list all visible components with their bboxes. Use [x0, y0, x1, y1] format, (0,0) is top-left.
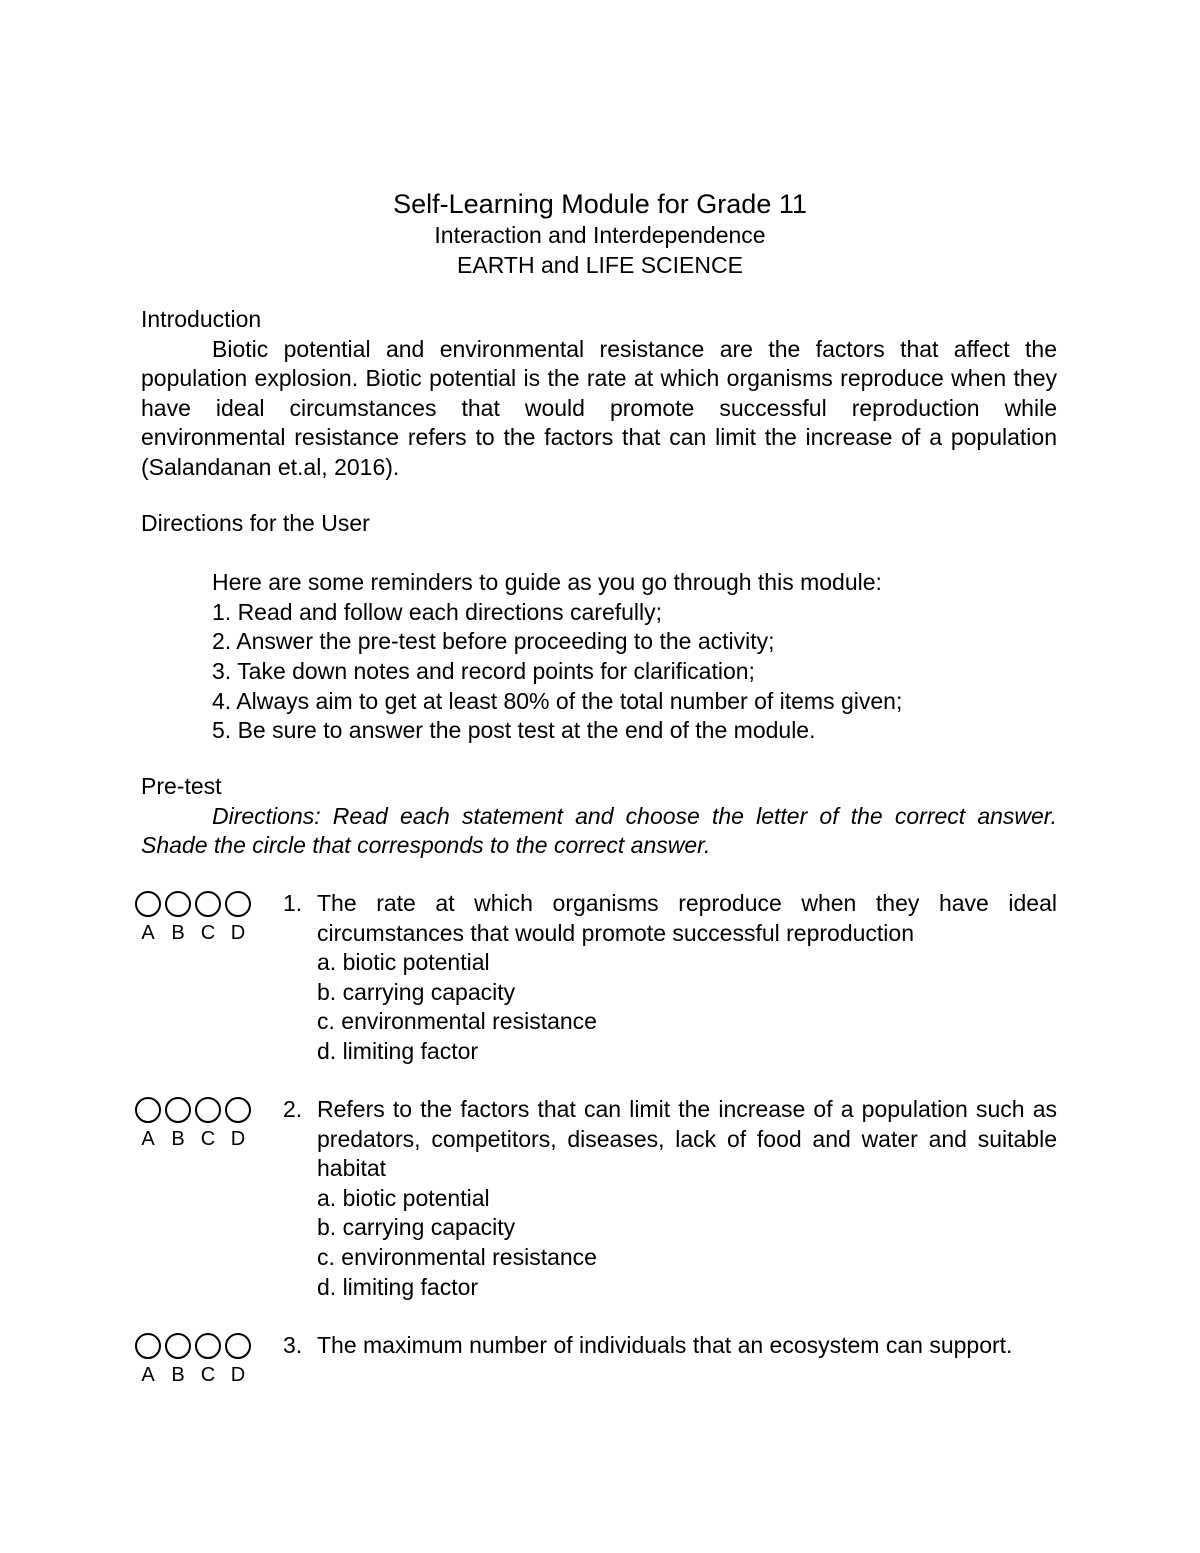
reminders-intro: Here are some reminders to guide as you go through this module: [212, 569, 882, 596]
bubble-letter: B [171, 1128, 185, 1150]
question-stem: The rate at which organisms reproduce when they have ideal circumstances that would promote successful reproduction [317, 890, 1057, 946]
reminder-item: 5. Be sure to answer the post test at the end of the module. [212, 717, 816, 744]
answer-circle-a[interactable] [135, 1333, 161, 1359]
bubble-letter: C [200, 1364, 216, 1386]
question-number: 1. [283, 890, 303, 916]
answer-bubbles [135, 1331, 270, 1389]
question-body [317, 1331, 1057, 1361]
bubble-letter: D [230, 1128, 246, 1150]
reminder-item: 1. Read and follow each directions carefully; [212, 598, 663, 625]
pretest-section [141, 772, 1057, 861]
answer-circle-a[interactable] [135, 891, 161, 917]
pretest-heading: Pre-test [141, 773, 222, 799]
module-subject: EARTH and LIFE SCIENCE [457, 252, 743, 278]
question-number: 3. [283, 1332, 303, 1358]
choice-a: a. biotic potential [317, 949, 490, 976]
reminder-item: 4. Always aim to get at least 80% of the total number of items given; [212, 687, 903, 714]
bubble-letter: C [200, 922, 216, 944]
bubble-letter: A [141, 922, 155, 944]
bubble-letter: B [171, 1364, 185, 1386]
question-body [317, 889, 1057, 1067]
question-body [317, 1095, 1057, 1302]
answer-circle-b[interactable] [165, 1333, 191, 1359]
answer-circle-a[interactable] [135, 1097, 161, 1123]
directions-section [141, 509, 1057, 746]
module-subtitle: Interaction and Interdependence [434, 222, 766, 248]
answer-circle-d[interactable] [225, 1097, 251, 1123]
bubble-letter: D [230, 1364, 246, 1386]
directions-heading: Directions for the User [141, 510, 370, 536]
choice-b: b. carrying capacity [317, 1214, 516, 1241]
bubble-letter: C [200, 1128, 216, 1150]
answer-circle-c[interactable] [195, 1097, 221, 1123]
introduction-body: Biotic potential and environmental resistance are the factors that affect the population explosion. Biotic potential is the rate at which organisms reproduce when they have ideal circumstances that would promote successful reproduction while environmental resistance refers to the factors that can limit the increase of a population (Salandanan et.al, 2016). [141, 335, 1057, 480]
question-number: 2. [283, 1096, 303, 1122]
introduction-heading: Introduction [141, 306, 262, 332]
title-block [0, 188, 1200, 280]
choice-c: c. environmental resistance [317, 1243, 597, 1270]
answer-bubbles [135, 1095, 270, 1153]
answer-bubbles [135, 889, 270, 947]
reminder-item: 3. Take down notes and record points for clarification; [212, 657, 755, 684]
bubble-letter: D [230, 922, 246, 944]
pretest-directions: Directions: Read each statement and choose the letter of the correct answer. Shade the circle that corresponds to the correct answer. [141, 802, 1057, 859]
answer-circle-c[interactable] [195, 891, 221, 917]
answer-circle-b[interactable] [165, 1097, 191, 1123]
introduction-section [141, 305, 1057, 483]
answer-circle-d[interactable] [225, 1333, 251, 1359]
choice-a: a. biotic potential [317, 1184, 490, 1211]
reminders-list [141, 568, 1057, 746]
answer-circle-b[interactable] [165, 891, 191, 917]
choice-b: b. carrying capacity [317, 978, 516, 1005]
answer-circle-d[interactable] [225, 891, 251, 917]
bubble-letter: B [171, 922, 185, 944]
answer-circle-c[interactable] [195, 1333, 221, 1359]
choice-c: c. environmental resistance [317, 1008, 597, 1035]
question-stem: The maximum number of individuals that an ecosystem can support. [317, 1332, 1013, 1358]
choice-d: d. limiting factor [317, 1273, 479, 1300]
module-title: Self-Learning Module for Grade 11 [393, 189, 807, 219]
choice-d: d. limiting factor [317, 1037, 479, 1064]
reminder-item: 2. Answer the pre-test before proceeding to the activity; [212, 628, 775, 655]
bubble-letter: A [141, 1364, 155, 1386]
question-stem: Refers to the factors that can limit the increase of a population such as predators, competitors, diseases, lack of food and water and suitable habitat [317, 1096, 1057, 1182]
bubble-letter: A [141, 1128, 155, 1150]
